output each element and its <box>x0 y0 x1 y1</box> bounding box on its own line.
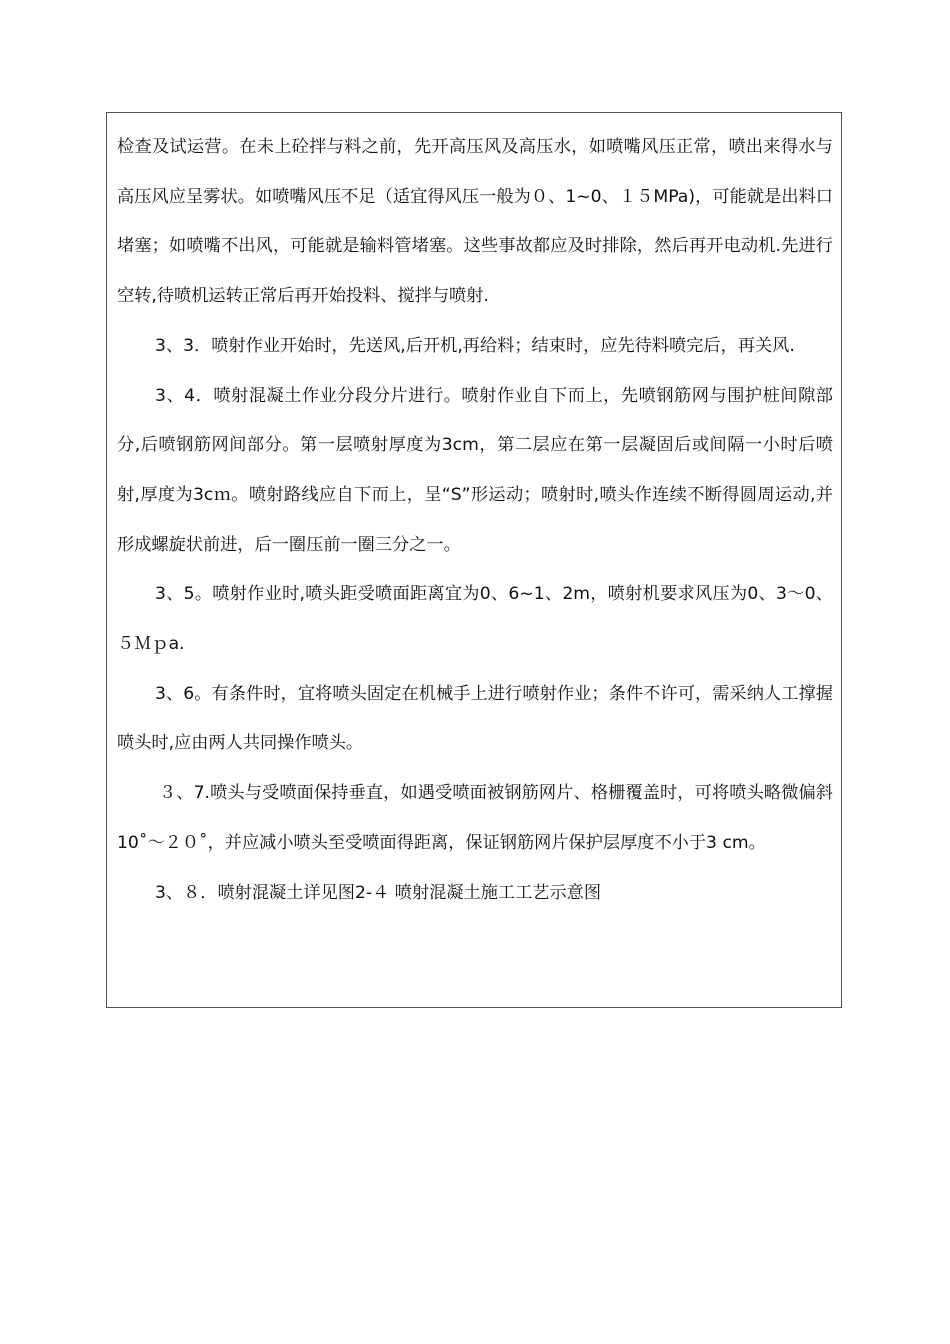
paragraph-3-4: 3、4．喷射混凝土作业分段分片进行。喷射作业自下而上，先喷钢筋网与围护桩间隙部分,后喷钢筋网间部分。第一层喷射厚度为3cm，第二层应在第一层凝固后或间隔一小时后喷射,厚度为3cｍ。喷射路线应自下而上，呈“S”形运动；喷射时,喷头作连续不断得圆周运动,并形成螺旋状前进，后一圈压前一圈三分之一。 <box>117 385 833 555</box>
document-body <box>117 123 833 918</box>
paragraph-3-7: ３、7.喷头与受喷面保持垂直，如遇受喷面被钢筋网片、格栅覆盖时，可将喷头略微偏斜10˚～２０˚，并应减小喷头至受喷面得距离，保证钢筋网片保护层厚度不小于3 cm。 <box>117 783 833 853</box>
paragraph-3-6: 3、6。有条件时，宜将喷头固定在机械手上进行喷射作业；条件不许可，需采纳人工撑握喷头时,应由两人共同操作喷头。 <box>117 683 833 754</box>
document-frame <box>106 112 842 1008</box>
paragraph-inspection: 检查及试运营。在未上砼拌与料之前，先开高压风及高压水，如喷嘴风压正常，喷出来得水与高压风应呈雾状。如喷嘴风压不足（适宜得风压一般为０、1~0、１５MPa)，可能就是出料口堵塞；如喷嘴不出风，可能就是输料管堵塞。这些事故都应及时排除，然后再开电动机.先进行空转,待喷机运转正常后再开始投料、搅拌与喷射. <box>117 137 833 307</box>
paragraph-3-5: 3、5。喷射作业时,喷头距受喷面距离宜为0、6~1、2m，喷射机要求风压为0、3～0、５Ｍｐa. <box>117 584 833 655</box>
paragraph-3-3: 3、3．喷射作业开始时，先送风,后开机,再给料；结束时，应先待料喷完后，再关风. <box>155 335 795 356</box>
paragraph-3-8: 3、８．喷射混凝土详见图2-４ 喷射混凝土施工工艺示意图 <box>155 882 602 903</box>
